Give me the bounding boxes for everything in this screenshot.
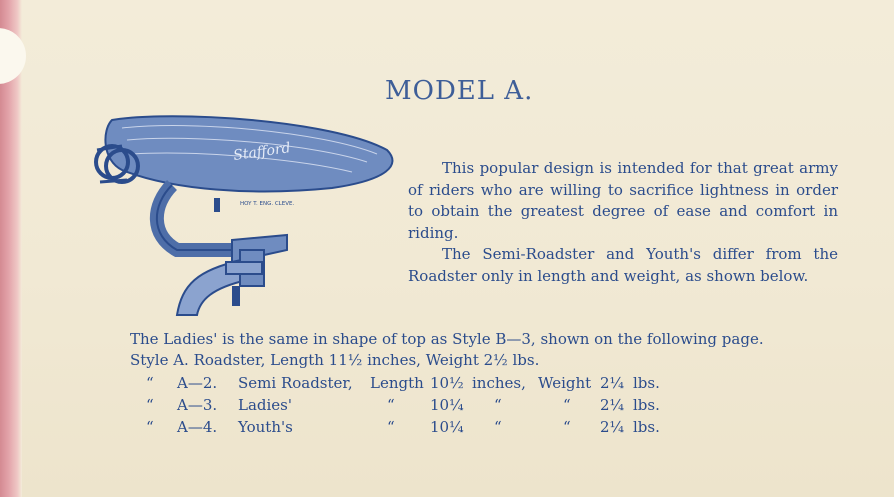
engraver-credit: HOY T. ENG. CLEVE.: [240, 201, 295, 207]
style-code: A—4.: [177, 418, 218, 436]
length-value: 10½: [430, 374, 464, 392]
ladies-note: The Ladies' is the same in shape of top as Style B—3, shown on the following page.: [130, 330, 764, 348]
ditto-mark: “: [146, 374, 154, 392]
ditto-mark: “: [146, 418, 154, 436]
length-label: Length: [370, 374, 424, 392]
length-unit: inches,: [472, 374, 526, 392]
style-code: A—3.: [177, 396, 218, 414]
saddle-engraving: [82, 110, 412, 320]
page-title: MODEL A.: [385, 76, 534, 106]
weight-value: 2¼: [600, 396, 625, 414]
weight-label: “: [563, 396, 571, 414]
page-notch: [0, 28, 26, 84]
weight-label: “: [563, 418, 571, 436]
description: [408, 158, 838, 287]
description-paragraph-2: The Semi-Roadster and Youth's differ from the Roadster only in length and weight, as shown below.: [408, 245, 838, 285]
style-name: Ladies': [238, 396, 293, 414]
weight-unit: lbs.: [633, 396, 660, 414]
weight-value: 2¼: [600, 418, 625, 436]
style-name: Semi Roadster,: [238, 374, 353, 392]
style-code: A—2.: [177, 374, 218, 392]
weight-unit: lbs.: [633, 374, 660, 392]
length-label: “: [387, 396, 395, 414]
length-unit: “: [494, 396, 502, 414]
brand-script: Stafford: [232, 140, 292, 164]
style-a-line: Style A. Roadster, Length 11½ inches, Weight 2½ lbs.: [130, 351, 540, 369]
style-name: Youth's: [238, 418, 293, 436]
weight-label: Weight: [538, 374, 592, 392]
length-value: 10¼: [430, 396, 464, 414]
description-paragraph-1: This popular design is intended for that great army of riders who are willing to sacrifice lightness in order to obtain the greatest degree of ease and comfort in riding.: [408, 159, 838, 242]
weight-value: 2¼: [600, 374, 625, 392]
weight-unit: lbs.: [633, 418, 660, 436]
length-label: “: [387, 418, 395, 436]
length-value: 10¼: [430, 418, 464, 436]
length-unit: “: [494, 418, 502, 436]
ditto-mark: “: [146, 396, 154, 414]
